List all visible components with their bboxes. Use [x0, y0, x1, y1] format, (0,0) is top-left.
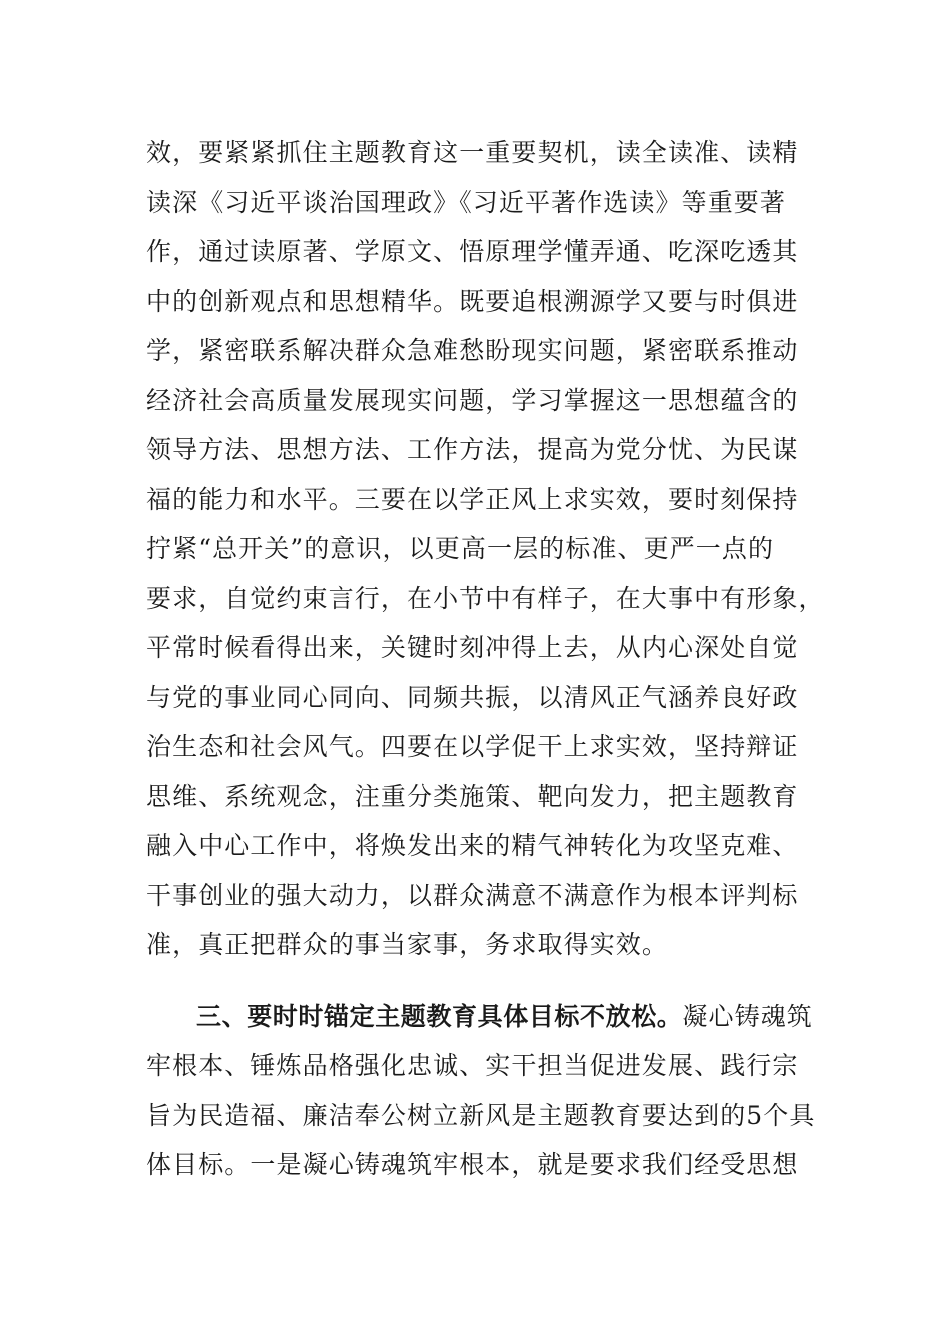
section-heading: 三、要时时锚定主题教育具体目标不放松。: [196, 1001, 683, 1031]
text-line: 干事创业的强大动力，以群众满意不满意作为根本评判标: [146, 880, 799, 910]
text-line: 读深《习近平谈治国理政》《习近平著作选读》等重要著: [146, 187, 787, 217]
text-line: 牢根本、锤炼品格强化忠诚、实干担当促进发展、践行宗: [146, 1051, 799, 1080]
text-line: 福的能力和水平。三要在以学正风上求实效，要时刻保持: [146, 484, 799, 514]
text-line: 与党的事业同心同向、同频共振，以清风正气涵养良好政: [146, 682, 799, 712]
text-line: 效，要紧紧抓住主题教育这一重要契机，读全读准、读精: [146, 138, 799, 167]
text-line: 思维、系统观念，注重分类施策、靶向发力，把主题教育: [146, 781, 799, 811]
text-line: 经济社会高质量发展现实问题，学习掌握这一思想蕴含的: [146, 385, 799, 415]
text-line: 拧紧“总开关”的意识，以更高一层的标准、更严一点的: [146, 534, 775, 563]
document-body: [146, 128, 825, 1190]
text-line: 中的创新观点和思想精华。既要追根溯源学又要与时俱进: [146, 286, 799, 316]
paragraph-spacing: [146, 970, 806, 992]
text-line: 要求，自觉约束言行，在小节中有样子，在大事中有形象，: [146, 583, 825, 613]
text-line: 领导方法、思想方法、工作方法，提高为党分忧、为民谋: [146, 435, 799, 464]
paragraph-continuation: [146, 128, 825, 970]
text-line: 平常时候看得出来，关键时刻冲得上去，从内心深处自觉: [146, 633, 799, 662]
text-line: 融入中心工作中，将焕发出来的精气神转化为攻坚克难、: [146, 831, 799, 860]
heading-line-text: 凝心铸魂筑: [682, 1001, 813, 1031]
section-three-paragraph: [146, 992, 816, 1190]
section-heading-line: [146, 992, 813, 1042]
text-line: 准，真正把群众的事当家事，务求取得实效。: [146, 930, 669, 959]
text-line: 作，通过读原著、学原文、悟原理学懂弄通、吃深吃透其: [146, 237, 799, 266]
text-line: 体目标。一是凝心铸魂筑牢根本，就是要求我们经受思想: [146, 1150, 799, 1179]
text-line: 治生态和社会风气。四要在以学促干上求实效，坚持辩证: [146, 732, 799, 761]
text-line: 旨为民造福、廉洁奉公树立新风是主题教育要达到的5个具: [146, 1100, 816, 1130]
text-line: 学，紧密联系解决群众急难愁盼现实问题，紧密联系推动: [146, 336, 799, 365]
